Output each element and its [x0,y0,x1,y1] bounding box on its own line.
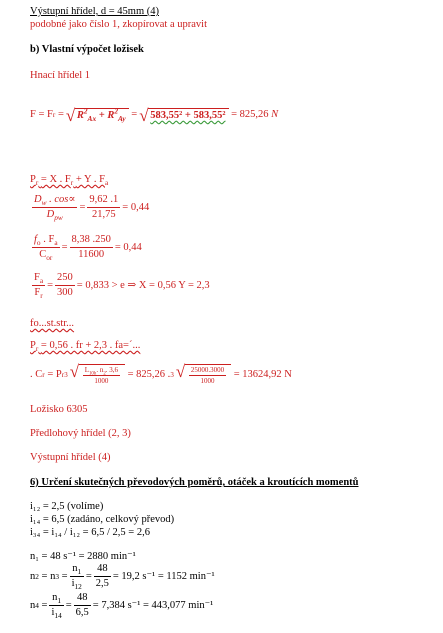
n2-line: n 2 = n 3 = $\frac{n_1}{i_{12}}$ = $\frac{48}{2,5}$ = 19,2 s⁻¹ = 1152 min⁻¹ [30,563,215,592]
cr-root2-den: 1000 [200,377,215,386]
bearing-line-1: Ložisko 6305 [30,404,88,415]
section-b-subtitle: Hnací hřídel 1 [30,70,91,81]
bearing-line-3: Výstupní hřídel (4) [30,452,111,463]
n4-val [74,592,91,619]
n2-frac-den-sub: 12 [74,582,82,592]
ratio-2-val-num: 8,38 .250 [70,234,113,248]
cr-root-2: √ $\frac{25000.3000}{1000}$ [176,364,231,385]
ratio-1 [30,194,149,221]
cr-root2-num: 25000.3000 [189,366,226,376]
pr-rest: = 0,56 . fr + 2,3 . fa=´... [40,340,141,351]
ratio-3-num-sub: a [39,276,44,286]
cr-root-num-rest: . n [96,366,104,374]
n2-eq: = n [41,570,56,582]
n2-eq2: = [61,570,68,582]
ratio-3 [30,272,210,299]
p-equation: $P_r = X$ . $F_r + Y$ . $F_a$ [30,174,109,188]
ratio-2-den-sub: or [46,253,53,263]
ratio-1-num-rest: . cos∝ [49,194,76,205]
ratio-2-num-sub2: a [54,238,58,248]
ratio-3-frac [32,272,45,299]
ratio-2-num-rest: . F [43,234,55,245]
cr-root-den: 1000 [94,377,109,386]
n4-frac-num-sub: 1 [57,596,62,606]
n4-lhs: n [30,599,36,611]
fo-line [30,318,74,330]
n2-lhs: n [30,570,36,582]
ratio-3-den: F [34,287,41,299]
ratio-2-result: = 0,44 [114,241,142,253]
n4-frac-den: i [51,607,55,619]
ratio-1-frac [32,194,77,221]
ratio-2-frac [32,234,60,261]
cr-mid: = 825,26 . [127,368,171,380]
force-eq2: = [131,109,138,120]
force-term2-sub: Ay [118,114,126,124]
force-term1-sub: Ax [87,114,97,124]
ratio-1-val-den: 21,75 [92,209,116,221]
pr-symbol: P [30,340,36,351]
force-unit: N [271,109,279,120]
n2-frac-num-sub: 1 [77,567,82,577]
cr-formula: . C r = P r 3 √ $\frac{L_{10h}. n_2. 3,6}{1000}$ = 825,26 . 3 √ $\frac{25000.3000}{1000}$ = 13624,92 N [30,362,292,386]
cr-prefix: . C [30,368,43,380]
n4-eq: = [41,599,48,611]
n4-result: = 7,384 s⁻¹ = 443,077 min⁻¹ [92,599,214,611]
header-line-2: podobné jako číslo 1, zkopírovat a upravit [30,19,207,30]
ratio-3-result: = 0,833 > e ⇒ X = 0,56 Y = 2,3 [76,279,210,291]
p-rest2: + Y . F [75,174,105,185]
ratio-1-den: D [46,209,55,221]
force-term1: R [76,110,84,121]
n4-line: n 4 = $\frac{n_1}{i_{14}}$ = $\frac{48}{6,5}$ = 7,384 s⁻¹ = 443,077 min⁻¹ [30,592,214,621]
n2-eq3: = [85,570,92,582]
fo-text: fo...st.str... [30,318,75,329]
n2-val [94,563,111,590]
ratio-3-num: F [34,272,40,283]
ratio-1-eq: = [79,201,86,213]
ratio-1-den-sub: pw [54,213,63,223]
bearing-line-2: Předlohový hřídel (2, 3) [30,428,131,439]
force-inner: 583,55² + 583,55² [148,108,228,122]
force-formula: F = F r = √ $R^2_{Ax} + R^2_{Ay}$ = √ 583,55² + 583,55² = 825,26 N [30,106,279,125]
force-sqrt-2: √ 583,55² + 583,55² [139,108,228,122]
ratio-1-num-sub: w [41,198,47,208]
ratio-3-val [55,272,75,299]
ratio-2-num-sub: o [36,238,41,248]
force-sqrt-1: √ $R^2_{Ax} + R^2_{Ay}$ [66,108,129,122]
n4-frac [49,592,63,619]
ratio-1-val-num: 9,62 .1 [87,194,120,208]
ratio-2-num: f [34,234,37,245]
ratio-3-den-sub: r [40,291,43,301]
i12-line: i₁₂ = 2,5 (volíme) [30,501,104,512]
i14-line: i₁₄ = 6,5 (zadáno, celkový převod) [30,514,175,525]
n2-frac [70,563,84,590]
cr-root-1: √ $\frac{L_{10h}. n_2. 3,6}{1000}$ [70,364,125,385]
cr-root-num: L [84,366,89,374]
n4-eq2: = [65,599,72,611]
force-lhs: F = F [30,109,53,120]
n2-result: = 19,2 s⁻¹ = 1152 min⁻¹ [112,570,215,582]
section-6-title: 6) Určení skutečných převodových poměrů, otáček a kroutících momentů [30,477,359,488]
n2-val-den: 2,5 [95,578,109,590]
n2-frac-den: i [71,578,75,590]
ratio-1-val [87,194,120,221]
ratio-3-val-num: 250 [55,272,75,286]
header-line-1: Výstupní hřídel, d = 45mm (4) [30,6,159,17]
cr-root-num-rest2: . 3,6 [105,366,119,374]
n4-frac-den-sub: 14 [54,611,62,621]
cr-eq: = P [47,368,62,380]
i34-line: i₃₄ = i₁₄ / i₁₂ = 6,5 / 2,5 = 2,6 [30,527,150,538]
cr-root-num-sub2: 2 [103,371,106,377]
n2-val-num: 48 [94,563,111,577]
pr-line: $P_r = 0,56$ . fr + 2,3 . fa=´... [30,340,141,354]
force-eq: = [57,109,64,120]
section-b-title: b) Vlastní výpočet ložisek [30,44,144,55]
ratio-2 [30,234,142,261]
ratio-3-eq: = [47,279,54,291]
ratio-1-result: = 0,44 [122,201,150,213]
n2-frac-num: n [72,563,78,574]
cr-root-num-sub: 10h [88,371,97,377]
ratio-2-val-den: 11600 [78,249,105,261]
ratio-2-den: C [39,249,47,261]
n4-frac-num: n [52,592,58,603]
force-term2: R [107,110,115,121]
ratio-3-val-den: 300 [57,287,73,299]
force-result: = 825,26 [231,109,269,120]
n1-line: n₁ = 48 s⁻¹ = 2880 min⁻¹ [30,551,136,562]
n4-val-den: 6,5 [75,607,89,619]
n4-val-num: 48 [74,592,91,606]
ratio-2-eq: = [61,241,68,253]
ratio-1-num: D [34,194,42,205]
p-rest: = X . F [40,174,71,185]
p-symbol: P [30,174,36,185]
force-plus: + [98,110,105,121]
cr-result: = 13624,92 N [233,368,292,380]
p-sub-a: a [104,178,109,188]
ratio-2-val [70,234,113,261]
